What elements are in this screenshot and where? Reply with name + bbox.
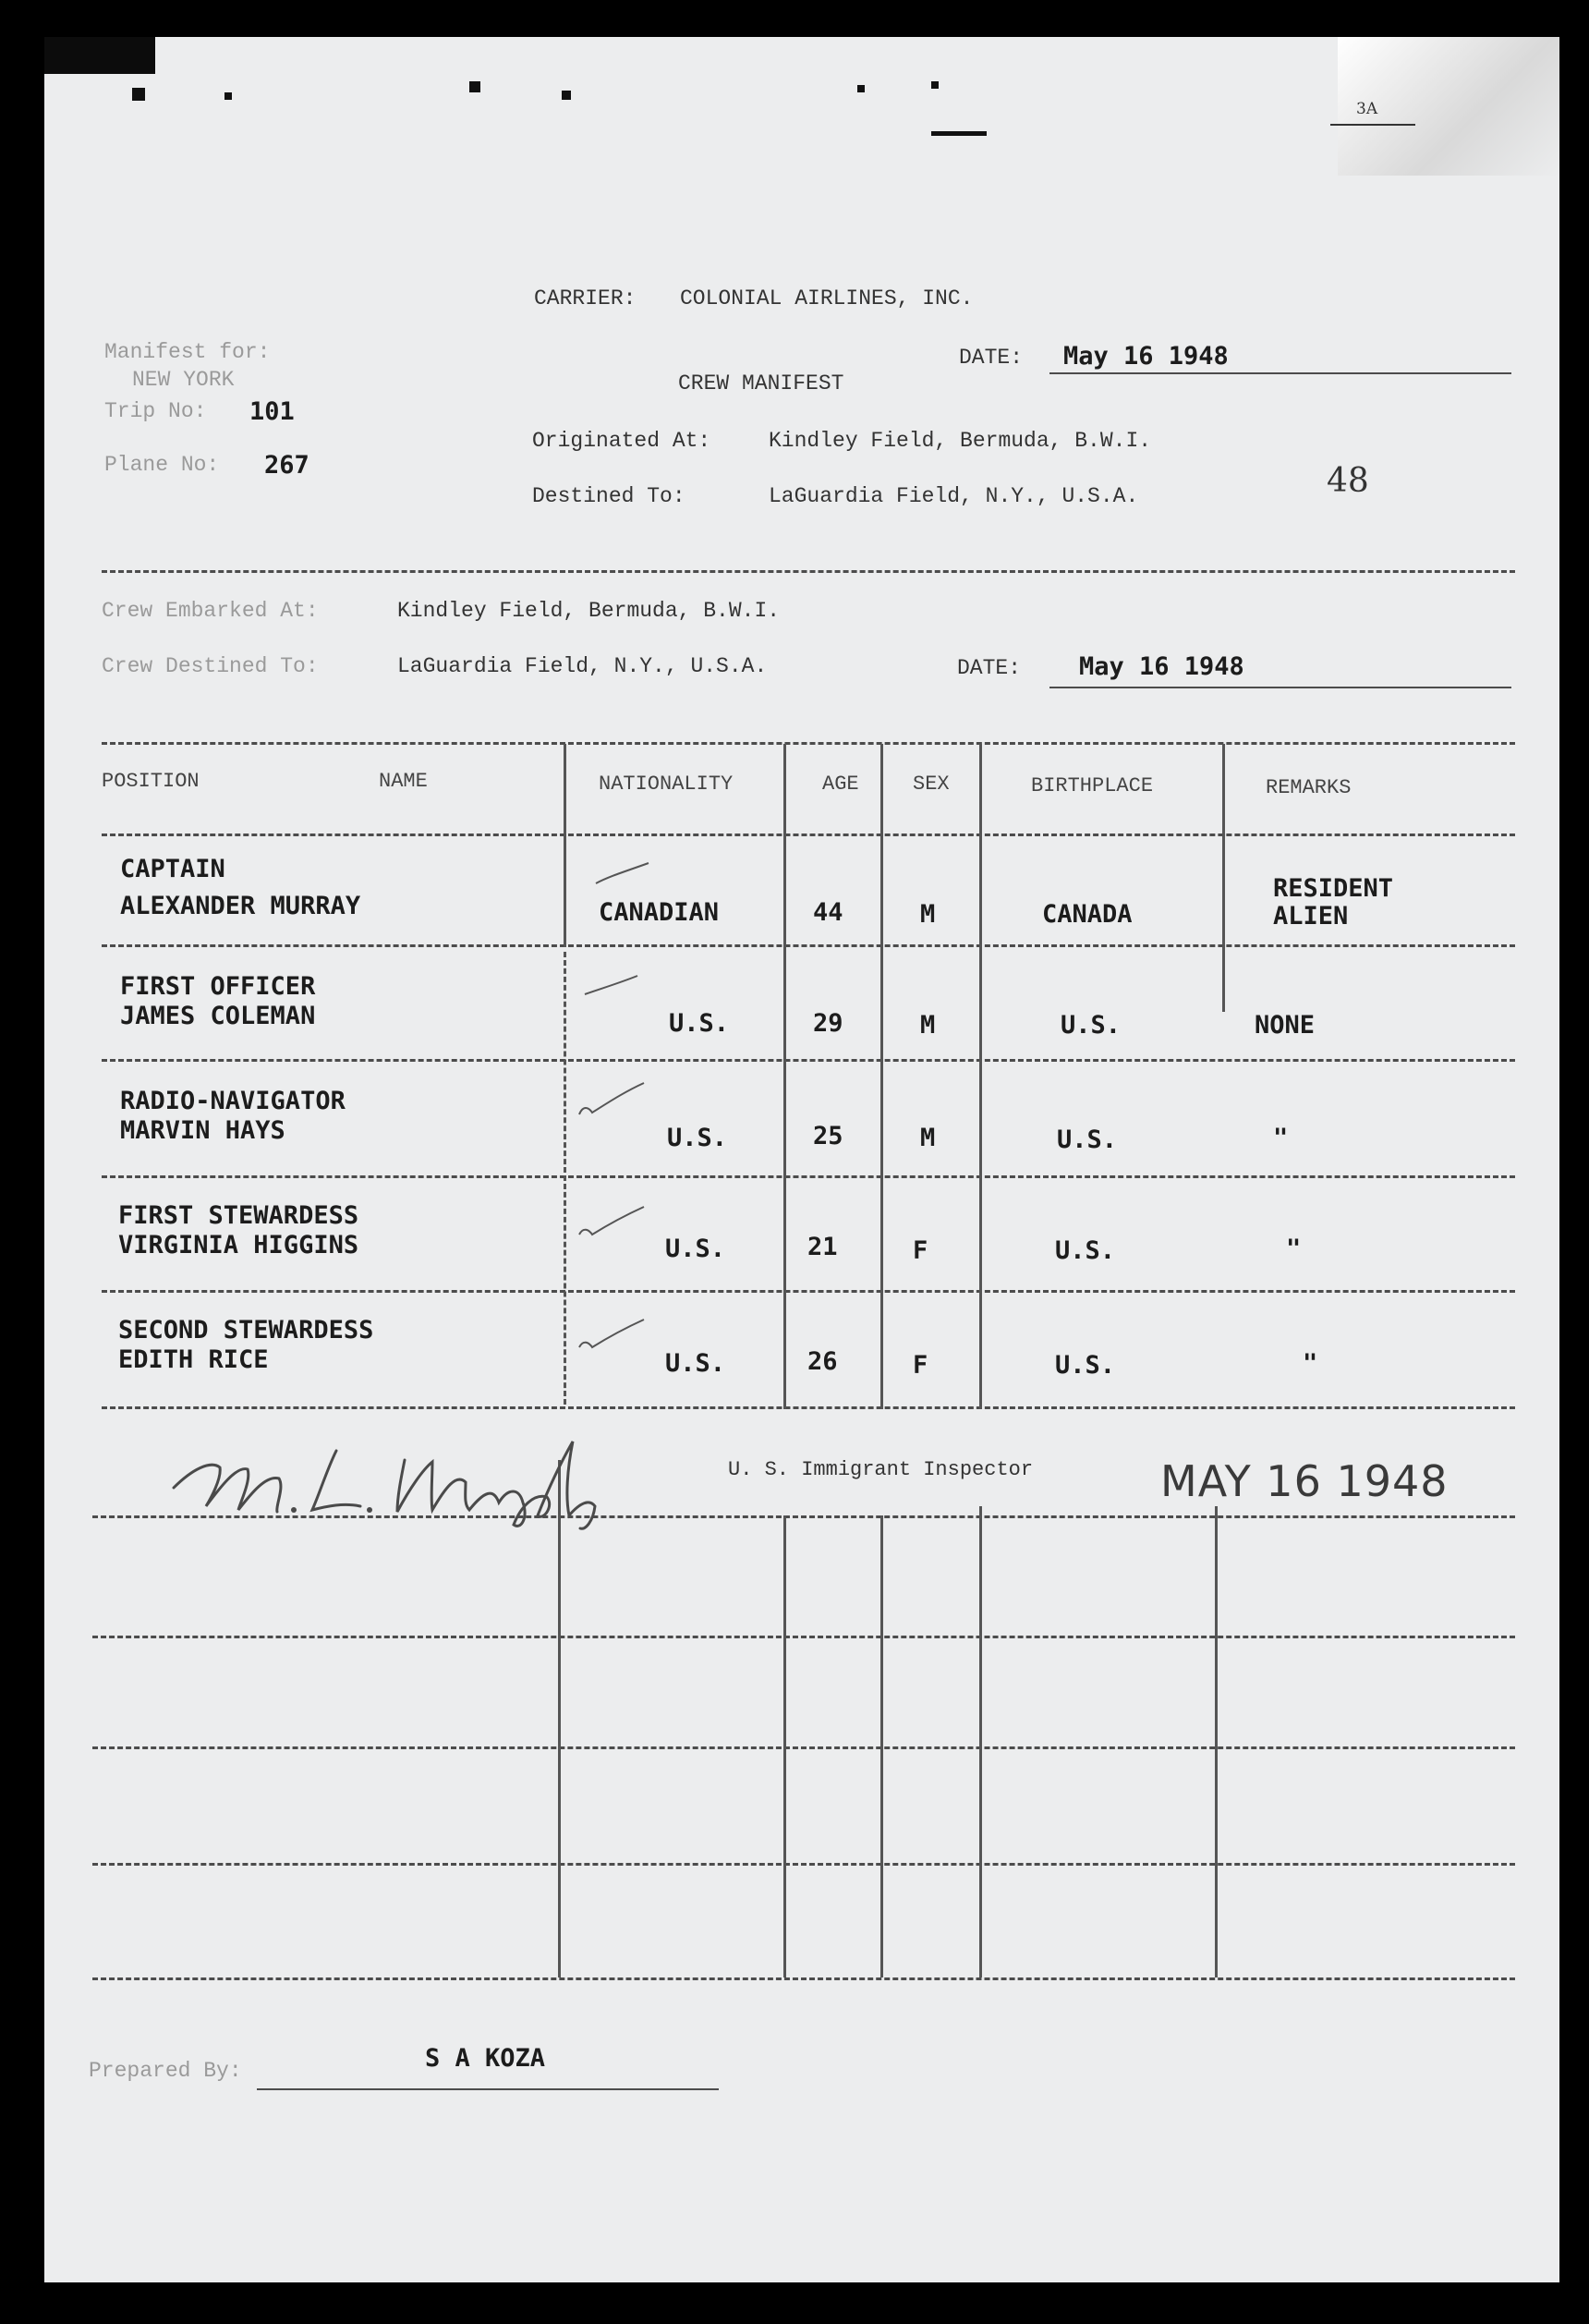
row-rule bbox=[102, 1059, 1515, 1062]
row-remarks: " bbox=[1273, 1124, 1289, 1152]
row-rule bbox=[102, 1175, 1515, 1178]
row-rule bbox=[92, 1863, 1515, 1866]
row-nationality: U.S. bbox=[665, 1349, 726, 1378]
col-divider bbox=[1215, 1506, 1218, 1977]
inspector-signature bbox=[155, 1414, 700, 1534]
row-position: SECOND STEWARDESS bbox=[118, 1316, 374, 1345]
corner-ref: 3A bbox=[1356, 100, 1378, 118]
corner-blot bbox=[44, 37, 155, 74]
table-top-rule bbox=[102, 742, 1515, 745]
row-birthplace: U.S. bbox=[1055, 1351, 1116, 1380]
row-position: FIRST OFFICER bbox=[120, 972, 316, 1001]
prepared-by-value: S A KOZA bbox=[425, 2044, 546, 2073]
page-number: 48 bbox=[1327, 462, 1369, 500]
row-birthplace: U.S. bbox=[1055, 1236, 1116, 1265]
manifest-for-label: Manifest for: bbox=[104, 340, 271, 364]
table-bottom-rule bbox=[92, 1977, 1515, 1980]
check-mark-icon bbox=[576, 1316, 649, 1362]
speck bbox=[857, 85, 865, 92]
col-divider bbox=[880, 1515, 883, 1977]
row-nationality: U.S. bbox=[665, 1235, 726, 1263]
row-age: 21 bbox=[807, 1233, 838, 1261]
manifest-title: CREW MANIFEST bbox=[678, 371, 844, 395]
row-sex: M bbox=[920, 1011, 936, 1040]
col-remarks: REMARKS bbox=[1266, 776, 1352, 799]
row-age: 25 bbox=[813, 1122, 843, 1150]
check-mark-icon bbox=[576, 1203, 649, 1249]
crew-date-label: DATE: bbox=[957, 656, 1022, 680]
col-sex: SEX bbox=[913, 773, 950, 796]
row-nationality: U.S. bbox=[669, 1009, 730, 1038]
col-birthplace: BIRTHPLACE bbox=[1031, 774, 1154, 797]
divider bbox=[102, 570, 1515, 573]
row-age: 26 bbox=[807, 1347, 838, 1376]
crew-embarked-value: Kindley Field, Bermuda, B.W.I. bbox=[397, 599, 781, 623]
prepared-by-label: Prepared By: bbox=[89, 2059, 242, 2083]
crew-date-value: May 16 1948 bbox=[1079, 652, 1244, 681]
row-remarks: RESIDENT bbox=[1273, 874, 1394, 903]
col-divider bbox=[783, 744, 786, 1409]
col-divider bbox=[1222, 744, 1225, 1012]
row-name: EDITH RICE bbox=[118, 1345, 269, 1374]
row-birthplace: U.S. bbox=[1057, 1125, 1118, 1154]
row-age: 29 bbox=[813, 1009, 843, 1038]
plane-label: Plane No: bbox=[104, 453, 220, 477]
row-nationality: U.S. bbox=[667, 1124, 728, 1152]
col-divider bbox=[564, 952, 566, 1405]
speck bbox=[469, 81, 480, 92]
crew-embarked-label: Crew Embarked At: bbox=[102, 599, 319, 623]
row-birthplace: U.S. bbox=[1061, 1011, 1122, 1040]
inspector-title: U. S. Immigrant Inspector bbox=[728, 1458, 1034, 1481]
row-name: JAMES COLEMAN bbox=[120, 1002, 316, 1030]
destined-value: LaGuardia Field, N.Y., U.S.A. bbox=[769, 484, 1139, 508]
manifest-page bbox=[44, 37, 1559, 2282]
speck bbox=[562, 91, 571, 100]
row-rule bbox=[92, 1746, 1515, 1749]
row-sex: F bbox=[913, 1351, 928, 1380]
row-remarks: " bbox=[1303, 1349, 1318, 1378]
check-mark-icon bbox=[576, 1079, 649, 1125]
col-position: POSITION bbox=[102, 770, 200, 793]
row-position: CAPTAIN bbox=[120, 855, 225, 883]
originated-label: Originated At: bbox=[532, 429, 711, 453]
row-rule bbox=[102, 1406, 1515, 1409]
row-position: FIRST STEWARDESS bbox=[118, 1201, 359, 1230]
row-birthplace: CANADA bbox=[1042, 900, 1133, 929]
destined-label: Destined To: bbox=[532, 484, 685, 508]
plane-value: 267 bbox=[264, 451, 309, 480]
check-mark-icon bbox=[591, 858, 656, 894]
check-mark-icon bbox=[580, 970, 645, 1007]
crew-destined-value: LaGuardia Field, N.Y., U.S.A. bbox=[397, 654, 768, 678]
header-date-underline bbox=[1049, 372, 1511, 374]
speck bbox=[224, 92, 232, 100]
carrier-label: CARRIER: bbox=[534, 286, 637, 310]
crew-destined-label: Crew Destined To: bbox=[102, 654, 319, 678]
row-sex: M bbox=[920, 1124, 936, 1152]
speck bbox=[931, 81, 939, 89]
row-remarks: " bbox=[1286, 1235, 1302, 1263]
row-nationality: CANADIAN bbox=[599, 898, 720, 927]
col-divider bbox=[979, 1506, 982, 1977]
prepared-by-underline bbox=[257, 2088, 719, 2090]
row-remarks: NONE bbox=[1255, 1011, 1316, 1040]
col-divider bbox=[558, 1460, 561, 1977]
row-rule bbox=[102, 944, 1515, 947]
originated-value: Kindley Field, Bermuda, B.W.I. bbox=[769, 429, 1152, 453]
col-divider bbox=[564, 744, 566, 947]
row-sex: M bbox=[920, 900, 936, 929]
col-divider bbox=[979, 744, 982, 1409]
row-name: ALEXANDER MURRAY bbox=[120, 892, 361, 920]
row-rule bbox=[102, 1290, 1515, 1293]
row-age: 44 bbox=[813, 898, 843, 927]
trip-label: Trip No: bbox=[104, 399, 207, 423]
row-remarks-line2: ALIEN bbox=[1273, 902, 1349, 931]
col-nationality: NATIONALITY bbox=[599, 773, 734, 796]
row-name: MARVIN HAYS bbox=[120, 1116, 285, 1145]
inspector-stamp-date: MAY 16 1948 bbox=[1160, 1456, 1449, 1506]
header-date-value: May 16 1948 bbox=[1063, 342, 1229, 371]
col-divider bbox=[783, 1515, 786, 1977]
table-header-rule bbox=[102, 833, 1515, 836]
col-divider bbox=[880, 744, 883, 1409]
corner-ref-underline bbox=[1330, 124, 1415, 126]
speck bbox=[931, 131, 987, 136]
crew-date-underline bbox=[1049, 687, 1511, 688]
row-sex: F bbox=[913, 1236, 928, 1265]
col-name: NAME bbox=[379, 770, 428, 793]
col-age: AGE bbox=[822, 773, 859, 796]
header-date-label: DATE: bbox=[959, 346, 1024, 370]
carrier-value: COLONIAL AIRLINES, INC. bbox=[680, 286, 974, 310]
row-name: VIRGINIA HIGGINS bbox=[118, 1231, 359, 1259]
manifest-for-value: NEW YORK bbox=[132, 368, 235, 392]
row-rule bbox=[92, 1636, 1515, 1638]
speck bbox=[132, 88, 145, 101]
row-position: RADIO-NAVIGATOR bbox=[120, 1087, 346, 1115]
trip-value: 101 bbox=[249, 397, 295, 426]
